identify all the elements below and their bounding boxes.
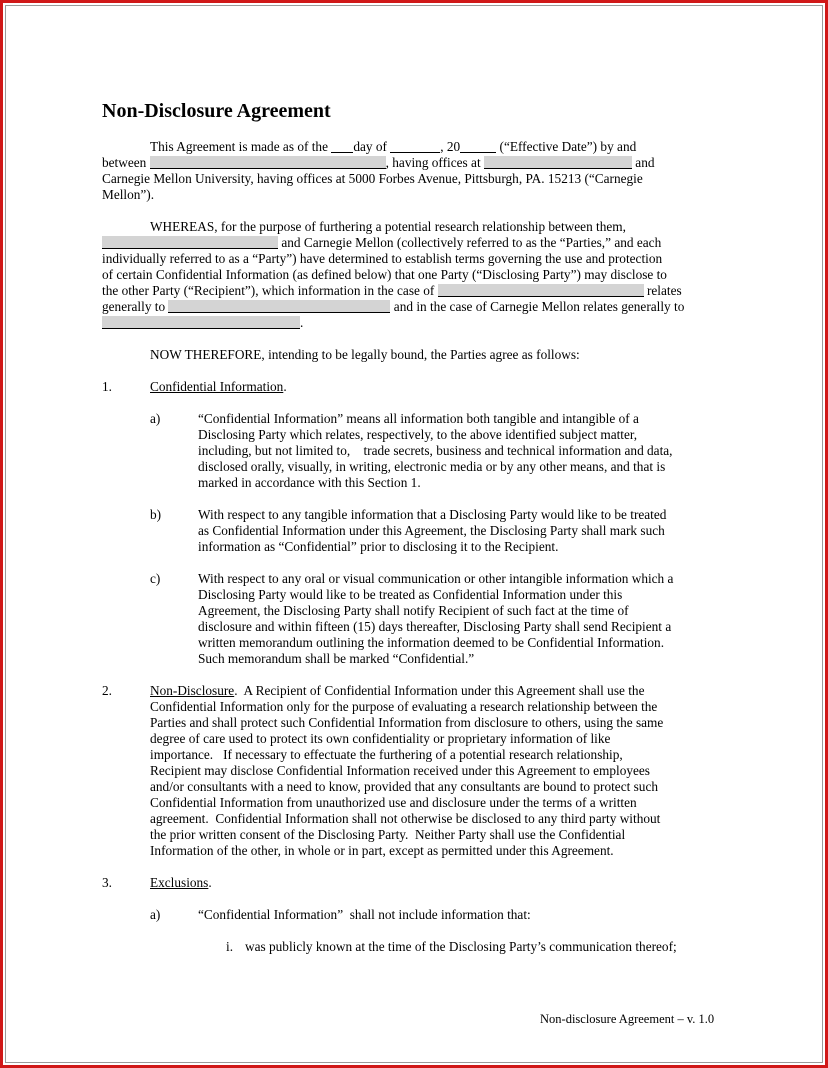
page-footer: Non-disclosure Agreement – v. 1.0 bbox=[540, 1012, 715, 1026]
intro-text: day of bbox=[353, 139, 391, 154]
section-1c-line: written memorandum outlining the information deemed to be Confidential Information. bbox=[198, 635, 665, 650]
party-subject-field-2[interactable] bbox=[168, 300, 390, 313]
section-1b-line: as Confidential Information under this Agreement, the Disclosing Party shall mark such bbox=[198, 523, 665, 538]
section-1c-line: With respect to any oral or visual communication or other intangible information which a bbox=[198, 571, 674, 586]
section-2-line: degree of care used to protect its own confidentiality or proprietary information of like bbox=[150, 731, 611, 746]
party-name-field-2[interactable] bbox=[102, 236, 278, 249]
party-address-field[interactable] bbox=[484, 156, 632, 169]
whereas-line-7 bbox=[102, 315, 303, 331]
whereas-line-2 bbox=[102, 235, 661, 251]
whereas-text: relates bbox=[643, 283, 682, 298]
cmu-subject-field[interactable] bbox=[102, 316, 300, 329]
section-3-heading: Exclusions bbox=[150, 875, 209, 890]
section-3ai-label: i. bbox=[226, 939, 234, 954]
section-3-number: 3. bbox=[102, 875, 112, 890]
intro-line-1 bbox=[150, 139, 730, 155]
whereas-line-6 bbox=[102, 299, 684, 315]
section-2-line: and/or consultants with a need to know, provided that any consultants are bound to protect such bbox=[150, 779, 658, 794]
intro-text: (“Effective Date”) by and bbox=[496, 139, 637, 154]
day-blank[interactable] bbox=[331, 140, 353, 153]
section-1c-line: disclosure and within fifteen (15) days thereafter, Disclosing Party shall send Recipient a bbox=[198, 619, 672, 634]
section-3a-label: a) bbox=[150, 907, 161, 922]
intro-text: , having offices at bbox=[385, 155, 484, 170]
section-1b-line: With respect to any tangible information that a Disclosing Party would like to be treated bbox=[198, 507, 667, 522]
section-2-line: Information of the other, in whole or in part, except as permitted under this Agreement. bbox=[150, 843, 614, 858]
section-1-number: 1. bbox=[102, 379, 112, 394]
now-therefore: NOW THEREFORE, intending to be legally bound, the Parties agree as follows: bbox=[150, 347, 580, 362]
whereas-text: and in the case of Carnegie Mellon relates generally to bbox=[390, 299, 685, 314]
section-2-number: 2. bbox=[102, 683, 112, 698]
intro-text: and bbox=[631, 155, 655, 170]
section-1a-line: marked in accordance with this Section 1. bbox=[198, 475, 421, 490]
whereas-line-5 bbox=[102, 283, 682, 299]
section-2-line: Confidential Information from unauthorized use and disclosure under the terms of a written bbox=[150, 795, 637, 810]
section-2-text: . A Recipient of Confidential Information under this Agreement shall use the bbox=[234, 683, 645, 698]
section-1a-line: Disclosing Party which relates, respectively, to the above identified subject matter, bbox=[198, 427, 638, 442]
section-3ai-text: was publicly known at the time of the Disclosing Party’s communication thereof; bbox=[245, 939, 677, 954]
section-1a-line: including, but not limited to, trade secrets, business and technical information and data, bbox=[198, 443, 673, 458]
whereas-line-1: WHEREAS, for the purpose of furthering a potential research relationship between them, bbox=[150, 219, 626, 234]
section-1b-label: b) bbox=[150, 507, 162, 522]
whereas-text: . bbox=[300, 315, 304, 330]
section-2-line: Parties and shall protect such Confidential Information from disclosure to others, using the same bbox=[150, 715, 664, 730]
intro-line-2 bbox=[102, 155, 724, 171]
section-1-heading-line: Confidential Information. bbox=[150, 379, 287, 394]
section-1c-line: Agreement, the Disclosing Party shall notify Recipient of such fact at the time of bbox=[198, 603, 629, 618]
section-2-line bbox=[150, 683, 644, 699]
section-2-line: importance. If necessary to effectuate the furthering of a potential research relationship, bbox=[150, 747, 623, 762]
intro-line-4: Mellon”). bbox=[102, 187, 155, 202]
section-1a-line: “Confidential Information” means all information both tangible and intangible of a bbox=[198, 411, 639, 426]
section-2-line: the prior written consent of the Disclosing Party. Neither Party shall use the Confidential bbox=[150, 827, 626, 842]
section-3-heading-line: Exclusions. bbox=[150, 875, 212, 890]
party-name-field[interactable] bbox=[150, 156, 386, 169]
month-blank[interactable] bbox=[390, 140, 440, 153]
whereas-text: generally to bbox=[102, 299, 169, 314]
whereas-text: the other Party (“Recipient”), which information in the case of bbox=[102, 283, 438, 298]
section-3a-text: “Confidential Information” shall not include information that: bbox=[198, 907, 531, 922]
section-2-line: agreement. Confidential Information shall not otherwise be disclosed to any third party without bbox=[150, 811, 661, 826]
document-title: Non-Disclosure Agreement bbox=[102, 100, 331, 122]
section-1c-line: Such memorandum shall be marked “Confidential.” bbox=[198, 651, 475, 666]
section-1c-line: Disclosing Party would like to be treated as Confidential Information under this bbox=[198, 587, 623, 602]
section-1a-line: disclosed orally, visually, in writing, electronic media or by any other means, and that is bbox=[198, 459, 666, 474]
intro-line-3: Carnegie Mellon University, having offices at 5000 Forbes Avenue, Pittsburgh, PA. 15213 (“Carnegie bbox=[102, 171, 643, 186]
whereas-text: and Carnegie Mellon (collectively referred to as the “Parties,” and each bbox=[278, 235, 662, 250]
year-blank[interactable] bbox=[460, 140, 496, 153]
whereas-line-4: of certain Confidential Information (as defined below) that one Party (“Disclosing Party”) may disclose to bbox=[102, 267, 667, 282]
section-2-line: Confidential Information only for the purpose of evaluating a research relationship between the bbox=[150, 699, 658, 714]
intro-text: , 20 bbox=[440, 139, 461, 154]
whereas-line-3: individually referred to as a “Party”) have determined to establish terms governing the use and protection bbox=[102, 251, 663, 266]
intro-text: between bbox=[102, 155, 150, 170]
section-1b-line: information as “Confidential” prior to disclosing it to the Recipient. bbox=[198, 539, 559, 554]
intro-text: This Agreement is made as of the bbox=[150, 139, 332, 154]
section-2-heading: Non-Disclosure bbox=[150, 683, 235, 698]
section-1c-label: c) bbox=[150, 571, 161, 586]
party-subject-field[interactable] bbox=[438, 284, 644, 297]
section-1a-label: a) bbox=[150, 411, 161, 426]
section-2-line: Recipient may disclose Confidential Information received under this Agreement to employees bbox=[150, 763, 650, 778]
section-1-heading: Confidential Information bbox=[150, 379, 284, 394]
